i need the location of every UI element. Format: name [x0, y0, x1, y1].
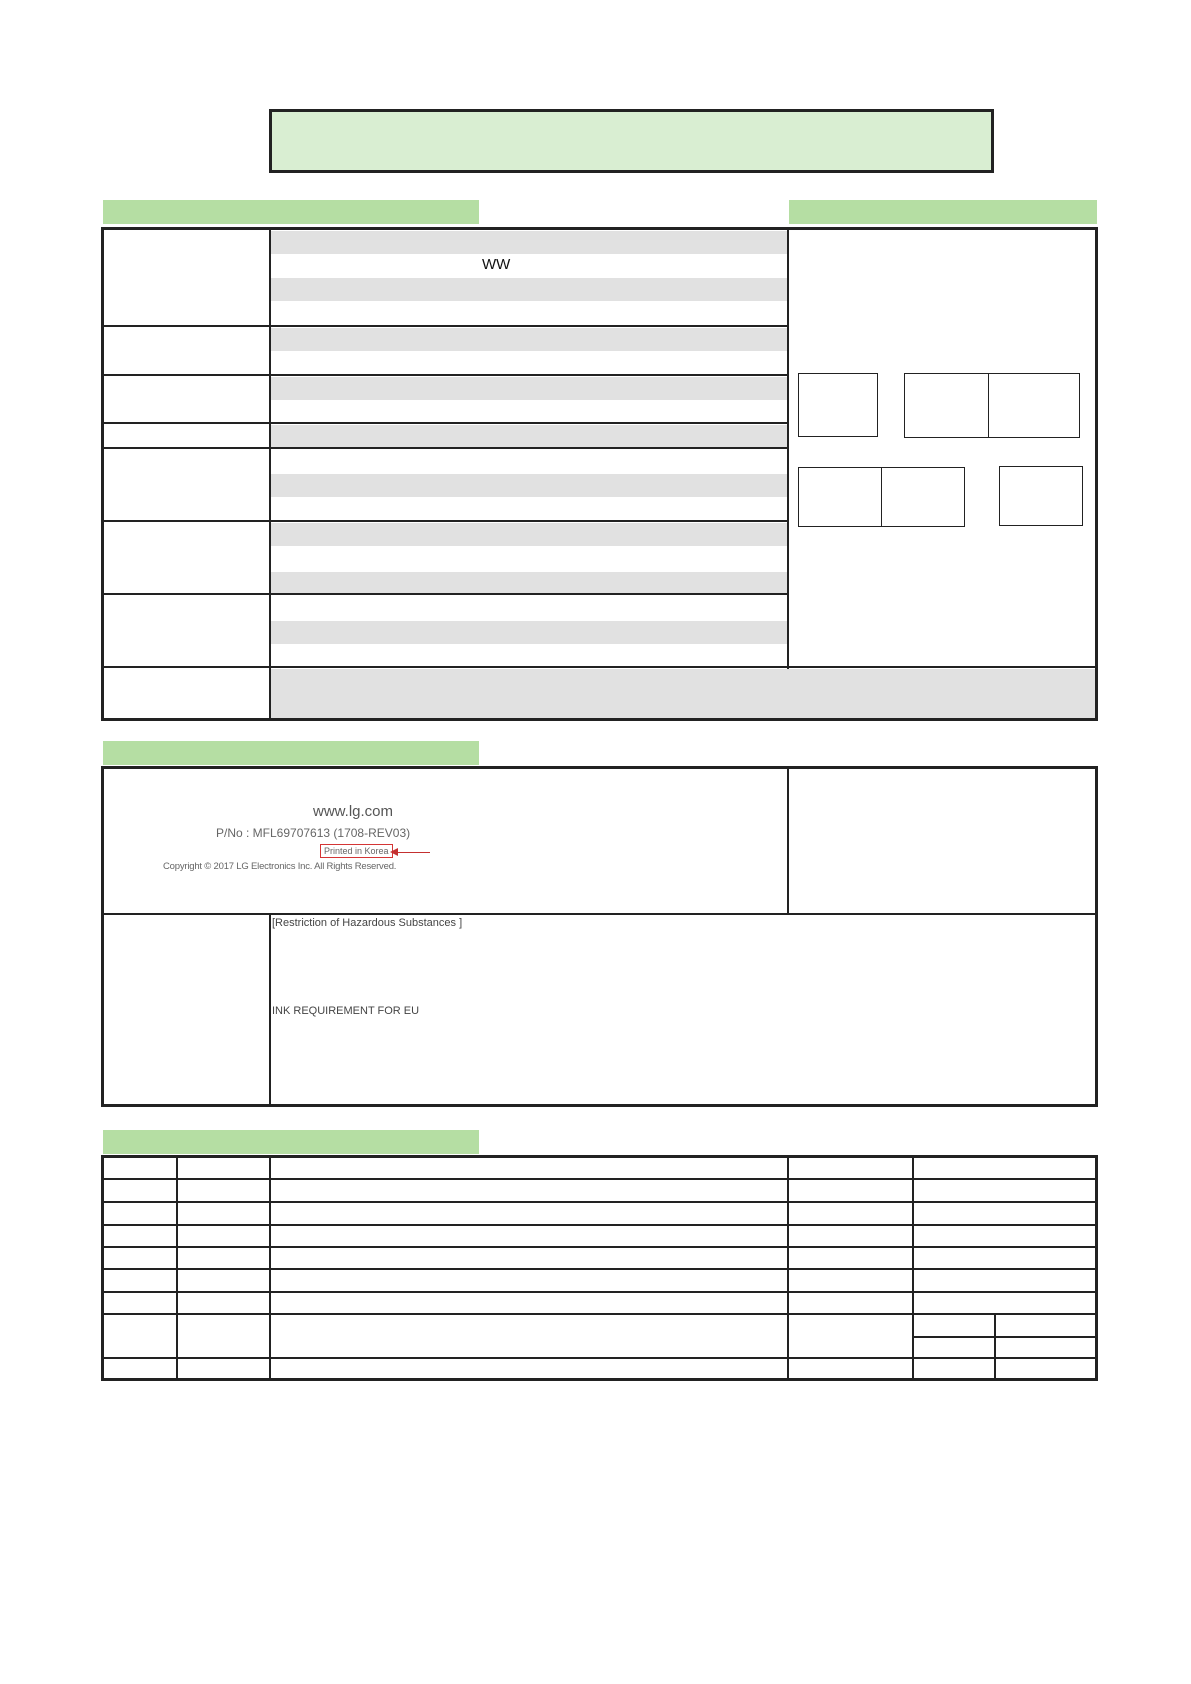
symbol-box [999, 466, 1083, 526]
revision-col-divider [787, 1157, 789, 1379]
spec-label-divider [269, 229, 271, 719]
revision-row-divider [103, 1291, 1096, 1293]
spec-row-shade [271, 523, 788, 546]
spec-row-divider [103, 593, 788, 595]
part-number-text: P/No : MFL69707613 (1708-REV03) [216, 826, 411, 840]
artwork-divider [787, 768, 789, 913]
printed-in-text: Printed in Korea [320, 844, 393, 858]
section-tab-artwork [103, 741, 479, 765]
section-tab-specification [103, 200, 479, 224]
spec-row-shade [271, 621, 788, 644]
spec-row-divider [103, 520, 788, 522]
spec-row-divider [103, 422, 788, 424]
revision-row-divider [103, 1357, 1096, 1359]
spec-row-divider [103, 666, 1096, 668]
section-tab-symbols [789, 200, 1097, 224]
revision-row-divider [103, 1201, 1096, 1203]
spec-row-shade [271, 278, 788, 301]
artwork-row-divider [103, 913, 1096, 915]
ink-requirement-heading: INK REQUIREMENT FOR EU [272, 1005, 420, 1017]
revision-row-divider [103, 1224, 1096, 1226]
revision-col-divider [176, 1157, 178, 1379]
spec-row-divider [103, 325, 788, 327]
annotation-arrow-line [396, 852, 430, 853]
spec-row-divider [103, 447, 788, 449]
revision-col-divider [269, 1157, 271, 1379]
revision-row-divider [103, 1313, 1096, 1315]
artwork-table [101, 766, 1098, 1107]
spec-symbol-divider [787, 229, 789, 669]
document-title-box [269, 109, 994, 173]
revision-row-divider [103, 1246, 1096, 1248]
revision-subcol-divider [994, 1313, 996, 1379]
symbol-box [798, 467, 882, 527]
symbol-box [904, 373, 989, 438]
spec-row-shade [271, 231, 788, 254]
revision-subrow-divider [913, 1336, 1096, 1338]
symbol-box [881, 467, 965, 527]
revision-col-divider [912, 1157, 914, 1379]
spec-row-shade-wide [271, 669, 1095, 718]
spec-row-shade [271, 474, 788, 497]
spec-row-shade [271, 572, 788, 595]
symbol-box [988, 373, 1080, 438]
spec-row-shade [271, 328, 788, 351]
revision-row-divider [103, 1268, 1096, 1270]
website-text: www.lg.com [313, 803, 394, 820]
spec-row-divider [103, 374, 788, 376]
spec-row-shade [271, 377, 788, 400]
section-tab-revision [103, 1130, 479, 1154]
requirements-label-divider [269, 914, 271, 1105]
revision-row-divider [103, 1178, 1096, 1180]
copyright-text: Copyright © 2017 LG Electronics Inc. All Rights Reserved. [163, 861, 397, 872]
symbol-box [798, 373, 878, 437]
spec-ww-text: WW [482, 256, 511, 273]
spec-row-shade [271, 425, 788, 448]
rohs-heading: [Restriction of Hazardous Substances ] [272, 917, 463, 929]
